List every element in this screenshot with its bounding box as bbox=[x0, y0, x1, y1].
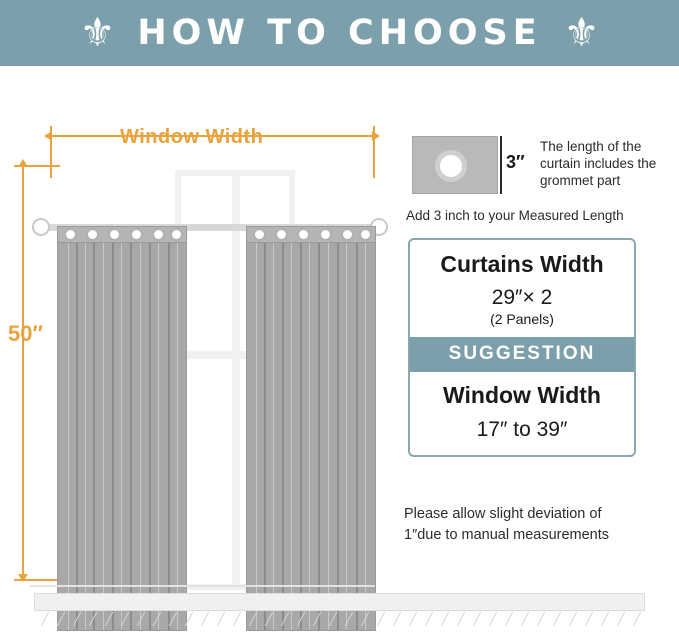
fleur-de-lis-left-icon: ⚜ bbox=[79, 10, 116, 56]
deviation-note-line2: 1″due to manual measurements bbox=[404, 527, 610, 543]
floor-strip bbox=[34, 593, 645, 611]
diagram-canvas bbox=[0, 66, 679, 636]
curtain-height-label: 50″ bbox=[8, 321, 44, 346]
grommet-icon bbox=[170, 228, 183, 241]
window-width-range: 17″ to 39″ bbox=[476, 418, 568, 441]
grommet-description: The length of the curtain includes the grommet part bbox=[540, 139, 657, 188]
grommet-icon bbox=[152, 228, 165, 241]
window-width-label: Window Width bbox=[120, 126, 264, 148]
grommet-icon bbox=[319, 228, 332, 241]
curtain-header-band-left bbox=[58, 227, 186, 243]
width-tick-left bbox=[50, 126, 52, 178]
fleur-de-lis-right-icon: ⚜ bbox=[563, 10, 600, 56]
grommet-icon bbox=[359, 228, 372, 241]
add-length-note: Add 3 inch to your Measured Length bbox=[406, 208, 624, 223]
grommet-icon bbox=[130, 228, 143, 241]
height-tick-bottom bbox=[14, 579, 60, 581]
grommet-icon bbox=[108, 228, 121, 241]
height-tick-top bbox=[14, 165, 60, 167]
curtain-rod-cap-left bbox=[32, 218, 50, 236]
curtains-width-title: Curtains Width bbox=[440, 251, 604, 277]
curtains-width-value: 29″× 2 bbox=[491, 286, 553, 309]
curtain-illustration bbox=[0, 66, 400, 636]
deviation-note-line1: Please allow slight deviation of bbox=[404, 506, 602, 522]
grommet-hole-icon bbox=[435, 150, 467, 182]
info-panel bbox=[404, 66, 672, 636]
deviation-note bbox=[404, 504, 672, 546]
suggestion-card bbox=[408, 238, 636, 457]
floor-line bbox=[30, 585, 375, 587]
grommet-icon bbox=[341, 228, 354, 241]
grommet-icon bbox=[253, 228, 266, 241]
header-banner bbox=[0, 0, 679, 66]
suggestion-band: SUGGESTION bbox=[410, 337, 634, 372]
curtains-width-panels: (2 Panels) bbox=[490, 311, 554, 327]
grommet-detail-illustration bbox=[412, 136, 498, 194]
height-dimension-line bbox=[22, 166, 24, 576]
window-width-title: Window Width bbox=[443, 382, 601, 408]
floor-hatch-pattern bbox=[38, 612, 641, 626]
grommet-measure-label: 3″ bbox=[506, 152, 525, 172]
grommet-icon bbox=[275, 228, 288, 241]
grommet-icon bbox=[86, 228, 99, 241]
width-tick-right bbox=[373, 126, 375, 178]
curtain-panel-right bbox=[246, 226, 376, 631]
curtain-panel-left bbox=[57, 226, 187, 631]
curtain-header-band-right bbox=[247, 227, 375, 243]
page-title: HOW TO CHOOSE bbox=[137, 13, 542, 53]
grommet-icon bbox=[297, 228, 310, 241]
window-mullion-vertical bbox=[232, 170, 240, 590]
grommet-measure-line bbox=[500, 136, 502, 194]
grommet-icon bbox=[64, 228, 77, 241]
